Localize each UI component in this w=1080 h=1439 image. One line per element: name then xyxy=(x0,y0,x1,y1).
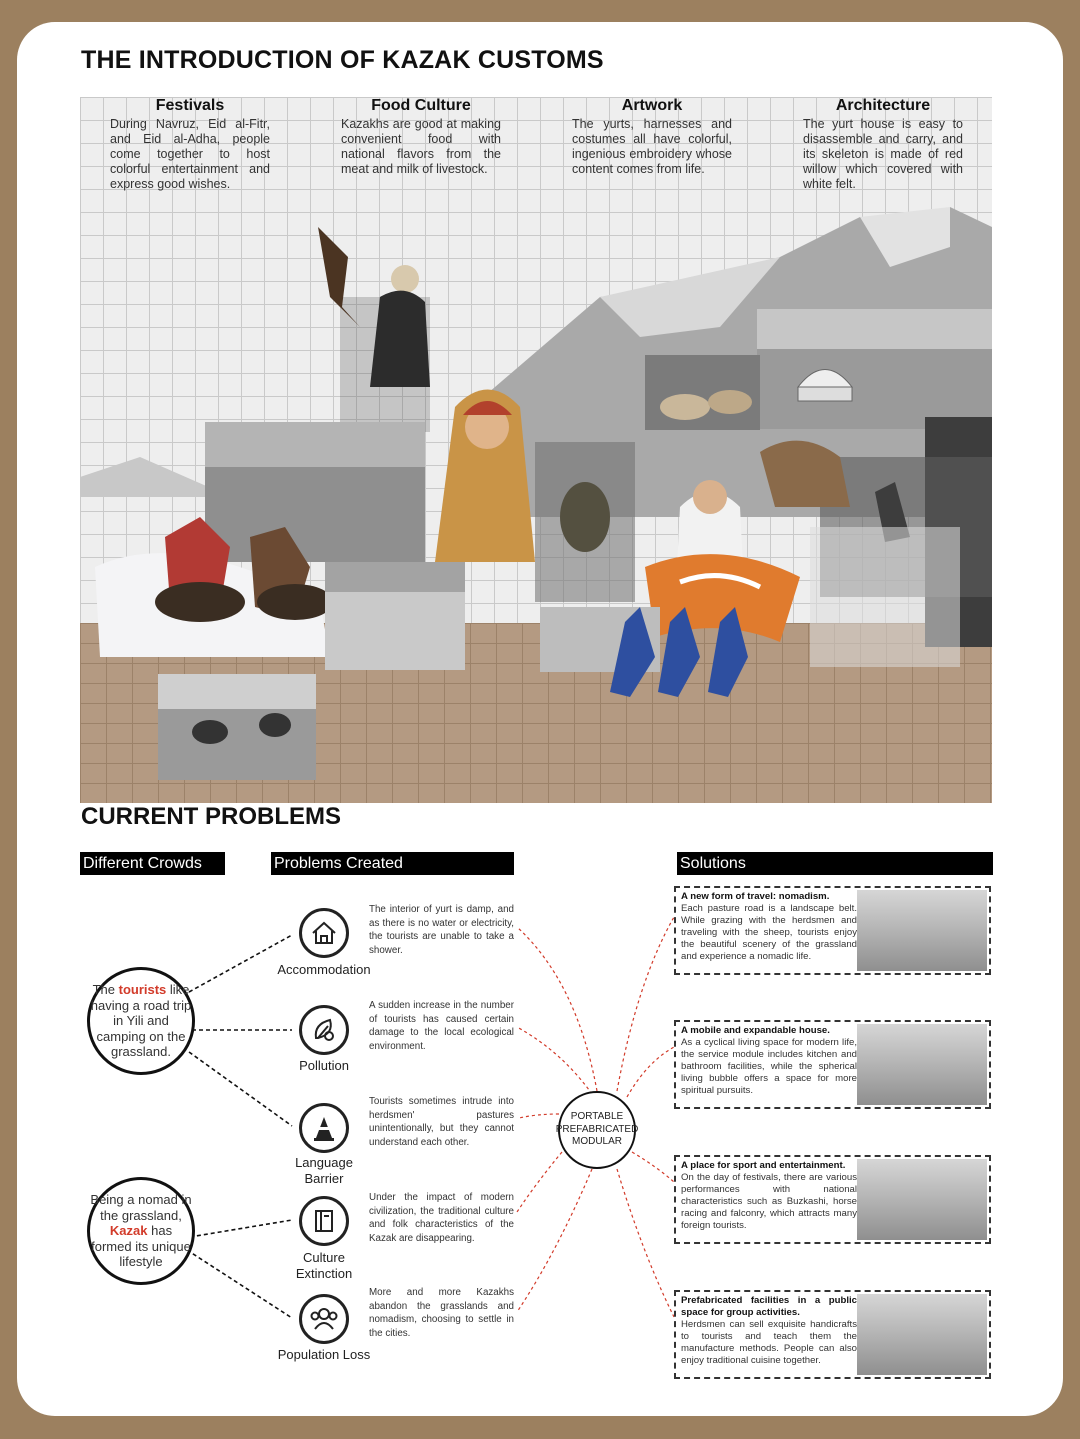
problem-label: Population Loss xyxy=(277,1347,371,1362)
category-text: Kazakhs are good at making convenient food with national flavors from the meat and milk of livestock. xyxy=(341,117,501,176)
category-title: Food Culture xyxy=(371,97,471,114)
problem-label: Culture Extinction xyxy=(295,1250,353,1281)
problem-label: Accommodation xyxy=(277,962,371,977)
solution-title: A mobile and expandable house. xyxy=(681,1025,830,1036)
house-icon xyxy=(299,908,349,958)
solution-title: A new form of travel: nomadism. xyxy=(681,891,830,902)
crowd-kazak xyxy=(87,1177,195,1285)
crowd-text: has formed its unique lifestyle xyxy=(91,1223,191,1270)
header-problems: Problems Created xyxy=(271,852,514,875)
hub-label: PORTABLE PREFABRICATED MODULAR xyxy=(555,1111,639,1148)
solution-title: Prefabricated facilities in a public space for group activities. xyxy=(681,1295,857,1318)
crowd-text: The xyxy=(92,982,119,998)
solution-card xyxy=(674,1290,991,1379)
category-title: Festivals xyxy=(155,97,225,114)
category-text: The yurt house is easy to disassemble and carry, and its skeleton is made of red willow which covered with white felt. xyxy=(803,117,963,191)
problem-description: More and more Kazakhs abandon the grasslands and nomadism, choosing to settle in the cities. xyxy=(369,1287,514,1339)
solution-title: A place for sport and entertainment. xyxy=(681,1160,846,1171)
solution-photo xyxy=(857,1024,987,1105)
solution-photo xyxy=(857,890,987,971)
category-text: During Navruz, Eid al-Fitr, and Eid al-Adha, people come together to host colorful entertainment and express good wishes. xyxy=(110,117,270,191)
problem-description: The interior of yurt is damp, and as there is no water or electricity, the tourists are unable to take a shower. xyxy=(369,904,514,956)
solution-text: Herdsmen can sell exquisite handicrafts to tourists and teach them the manufacture methods. People can also enjoy traditional cuisine together. xyxy=(681,1319,857,1366)
solution-card xyxy=(674,1155,991,1244)
book-icon xyxy=(299,1196,349,1246)
crowd-highlight: tourists xyxy=(118,982,167,998)
category-title: Artwork xyxy=(621,97,683,114)
problem-description: Tourists sometimes intrude into herdsmen' pastures unintentionally, but they cannot understand each other. xyxy=(369,1096,514,1148)
problem-description: A sudden increase in the number of tourists has caused certain damage to the local ecological environment. xyxy=(369,1000,514,1052)
cone-icon xyxy=(299,1103,349,1153)
solution-card xyxy=(674,886,991,975)
people-icon xyxy=(299,1294,349,1344)
solution-card xyxy=(674,1020,991,1109)
crowd-text: Being a nomad in the grassland, xyxy=(90,1192,192,1223)
section-title: CURRENT PROBLEMS xyxy=(81,803,342,830)
solution-text: Each pasture road is a landscape belt. While grazing with the herdsmen and traveling with the sheep, tourists enjoy the beautiful scenery of the grassland and experience a nomadic life. xyxy=(681,903,857,962)
problem-description: Under the impact of modern civilization, the traditional culture and folk characteristics of the Kazak are disappearing. xyxy=(369,1192,514,1244)
header-crowds: Different Crowds xyxy=(80,852,225,875)
crowd-text: like having a road trip in Yili and camping on the grassland. xyxy=(90,982,192,1060)
page-title: THE INTRODUCTION OF KAZAK CUSTOMS xyxy=(81,46,604,74)
crowd-highlight: Kazak xyxy=(109,1223,148,1239)
category-title: Architecture xyxy=(835,97,931,114)
crowd-tourists xyxy=(87,967,195,1075)
problem-label: Language Barrier xyxy=(295,1155,353,1186)
category-text: The yurts, harnesses and costumes all have colorful, ingenious embroidery whose content comes from life. xyxy=(572,117,732,176)
solution-text: As a cyclical living space for modern life, the service module includes kitchen and bathroom facilities, while the spherical living bubble offers a space for more spiritual pursuits. xyxy=(681,1037,857,1096)
solution-photo xyxy=(857,1294,987,1375)
problem-label: Pollution xyxy=(299,1058,349,1073)
poster-sheet xyxy=(17,22,1063,1416)
solution-text: On the day of festivals, there are various performances with national characteristics such as Buzkashi, horse racing and falconry, which attracts many foreign tourists. xyxy=(681,1172,857,1231)
leaf-icon xyxy=(299,1005,349,1055)
solution-photo xyxy=(857,1159,987,1240)
module-hub xyxy=(555,1091,639,1169)
header-solutions: Solutions xyxy=(677,852,993,875)
